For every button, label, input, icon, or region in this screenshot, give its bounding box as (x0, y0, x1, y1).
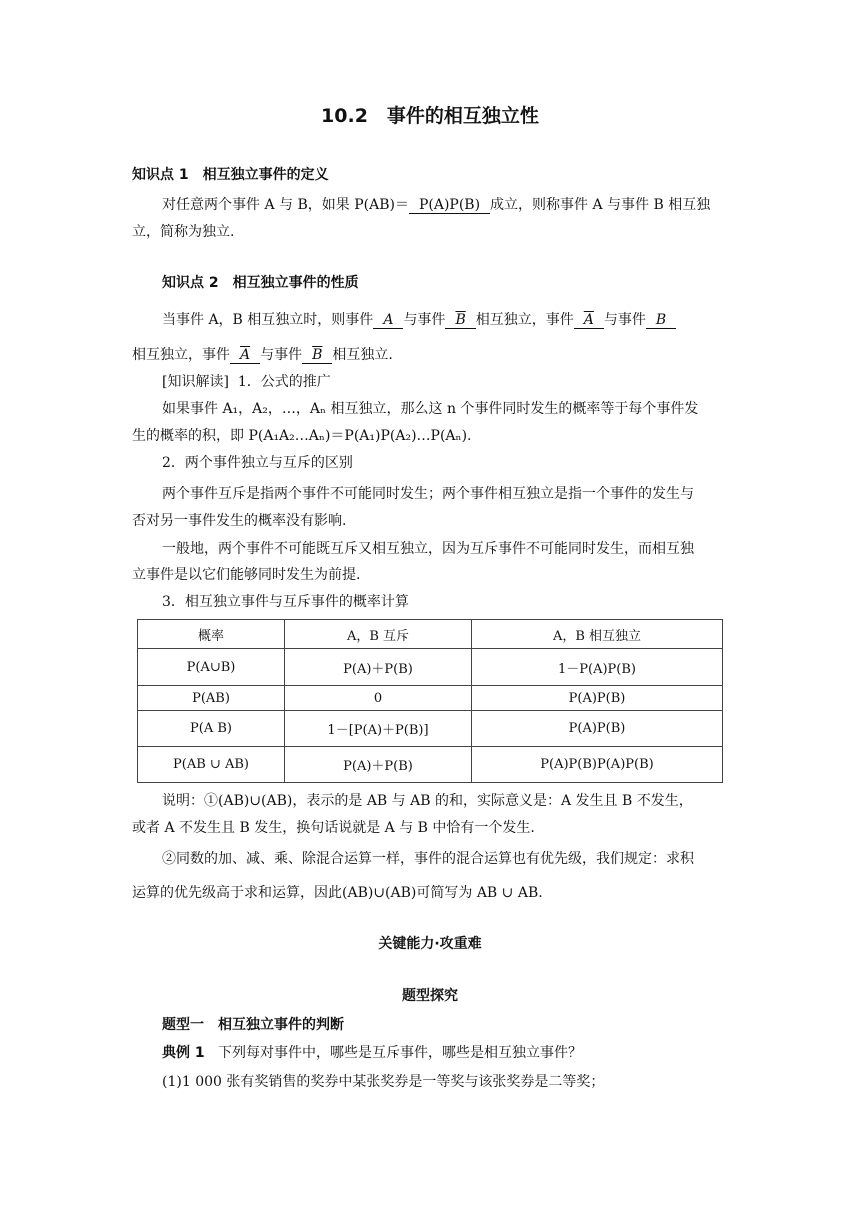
k2-text-d: 与事件 (603, 312, 646, 328)
table-cell: P(A)＋P(B) (285, 649, 472, 686)
k2-text-e: 相互独立，事件 (132, 347, 230, 363)
interp-p1: 如果事件 A₁，A₂，…，Aₙ 相互独立，那么这 n 个事件同时发生的概率等于每个事件发 (162, 401, 699, 417)
note-2-line-1: ②同数的加、减、乘、除混合运算一样，事件的混合运算也有优先级，我们规定：求积 (162, 851, 694, 867)
k2-text-g: 相互独立. (332, 347, 393, 363)
table-cell: P(A)＋P(B) (285, 747, 472, 783)
table-cell: P(AB ∪ AB) (138, 747, 285, 783)
probability-table (137, 619, 723, 783)
table-cell: 1－[P(A)＋P(B)] (285, 711, 472, 747)
example-text: 下列每对事件中，哪些是互斥事件，哪些是相互独立事件？ (217, 1045, 582, 1061)
interp-p5: 一般地，两个事件不可能既互斥又相互独立，因为互斥事件不可能同时发生，而相互独 (162, 541, 694, 557)
question-type-1-heading: 题型一 相互独立事件的判断 (162, 1017, 344, 1033)
interp-p2: 生的概率的积，即 P(A₁A₂…Aₙ)＝P(A₁)P(A₂)…P(Aₙ). (132, 428, 472, 444)
note-2-line-2: 运算的优先级高于求和运算，因此(AB)∪(AB)可简写为 AB ∪ AB. (132, 885, 543, 901)
blank-answer-5: B (646, 312, 676, 329)
example-1-line (162, 1043, 582, 1063)
k1-text-a: 对任意两个事件 A 与 B，如果 P(AB)＝ (162, 197, 409, 213)
table-row (138, 747, 723, 783)
interp-p4: 否对另一事件发生的概率没有影响. (132, 513, 347, 529)
interp-p3: 两个事件互斥是指两个事件不可能同时发生；两个事件相互独立是指一个事件的发生与 (162, 486, 694, 502)
knowledge-point-1-heading: 知识点 1 相互独立事件的定义 (132, 167, 329, 183)
interp-p6: 立事件是以它们能够同时发生为前提. (132, 567, 361, 583)
table-cell: 0 (285, 686, 472, 711)
k2-line-2 (132, 345, 393, 365)
interp-item-1: 1．公式的推广 (237, 374, 331, 390)
table-header: A，B 互斥 (285, 620, 472, 649)
k2-text-a: 当事件 A，B 相互独立时，则事件 (162, 312, 374, 328)
knowledge-point-2-heading: 知识点 2 相互独立事件的性质 (162, 275, 359, 291)
interp-item-3: 3．相互独立事件与互斥事件的概率计算 (162, 594, 409, 610)
section-heading: 关键能力·攻重难 (378, 936, 482, 952)
table-row (138, 711, 723, 747)
table-header-row (138, 620, 723, 649)
table-header: A，B 相互独立 (472, 620, 723, 649)
table-row (138, 649, 723, 686)
blank-answer-6: $\overline{A}$ (230, 347, 260, 364)
blank-answer-3: $\overline{B}$ (445, 312, 475, 329)
note-1-line-2: 或者 A 不发生且 B 发生，换句话说就是 A 与 B 中恰有一个发生. (132, 820, 535, 836)
blank-answer-2: A (373, 312, 403, 329)
k1-line-2: 立，简称为独立. (132, 224, 235, 240)
k2-text-b: 与事件 (403, 312, 446, 328)
blank-answer-4: $\overline{A}$ (574, 312, 604, 329)
table-cell: P(A∪B) (138, 649, 285, 686)
note-1-line-1: 说明：①(AB)∪(AB)，表示的是 AB 与 AB 的和，实际意义是：A 发生且 B 不发生， (162, 793, 693, 809)
example-tag: 典例 1 (162, 1045, 205, 1061)
table-cell: 1－P(A)P(B) (472, 649, 723, 686)
blank-answer-1: P(A)P(B) (409, 197, 490, 214)
table-cell: P(A)P(B) (472, 686, 723, 711)
table-header: 概率 (138, 620, 285, 649)
table-cell: P(A)P(B) (472, 711, 723, 747)
subsection-heading: 题型探究 (402, 988, 458, 1004)
table-cell: P(A B) (138, 711, 285, 747)
interp-line-1 (162, 372, 331, 392)
page-title: 10.2 事件的相互独立性 (321, 105, 539, 127)
blank-answer-7: $\overline{B}$ (302, 347, 332, 364)
interp-tag: [知识解读] (162, 374, 229, 390)
example-item-1: (1)1 000 张有奖销售的奖券中某张奖券是一等奖与该张奖券是二等奖； (162, 1074, 605, 1090)
k2-text-c: 相互独立，事件 (475, 312, 574, 328)
table-cell: P(AB) (138, 686, 285, 711)
interp-item-2: 2．两个事件独立与互斥的区别 (162, 455, 353, 471)
table-cell: P(A)P(B)P(A)P(B) (472, 747, 723, 783)
table-row (138, 686, 723, 711)
k1-text-b: 成立，则称事件 A 与事件 B 相互独 (490, 197, 711, 213)
k1-line-1 (162, 195, 710, 215)
k2-text-f: 与事件 (260, 347, 303, 363)
k2-line-1 (162, 310, 676, 330)
